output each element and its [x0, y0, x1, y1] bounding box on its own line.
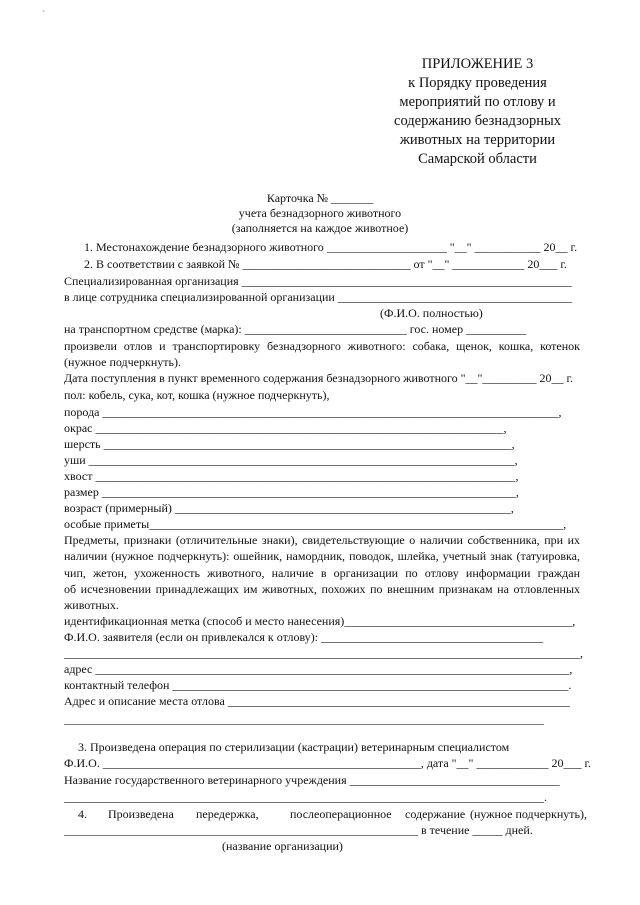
field-phone: контактный телефон __________________________________________________________________. [64, 678, 572, 692]
field-vehicle: на транспортном средстве (марка): ___________________________ гос. номер __________ [64, 322, 527, 336]
field-vet-institution: Название государственного ветеринарного учреждения ___________________________________ [64, 773, 560, 787]
text-items-3: чип, жетон, ухоженность животного, наличие в организации по отлову информации граждан [64, 566, 580, 580]
field-age: возраст (примерный) ________________________________________________________, [64, 501, 514, 515]
corner-mark: ` [42, 10, 46, 21]
field-applicant-cont: ______________________________________________________________________________________, [64, 646, 583, 660]
field-fur: шерсть ____________________________________________________________________, [64, 437, 515, 451]
appendix-line: содержанию безнадзорных [394, 113, 561, 129]
field-size: размер _____________________________________________________________________, [64, 485, 519, 499]
text-capture: произвели отлов и транспортировку безнадзорного животного: собака, щенок, кошка, котенок [64, 339, 580, 353]
field-organization: Специализированная организация _______________________________________________________ [64, 274, 572, 288]
appendix-header [370, 55, 585, 169]
card-header [150, 191, 490, 236]
field-capture-place: Адрес и описание места отлова _________________________________________________________ [64, 694, 570, 708]
field-sterilization: 3. Произведена операция по стерилизации (кастрации) ветеринарным специалистом [78, 740, 510, 754]
item-4-word-5: (нужное подчеркнуть), [470, 807, 587, 821]
caption-full-name: (Ф.И.О. полностью) [380, 306, 483, 320]
item-4-word-3: послеоперационное [290, 807, 392, 821]
appendix-line: к Порядку проведения [408, 75, 547, 91]
field-ears: уши _______________________________________________________________________, [64, 453, 518, 467]
field-color: окрас ____________________________________________________________________, [64, 421, 507, 435]
field-id-mark: идентификационная метка (способ и место нанесения)______________________________________, [64, 614, 576, 628]
field-vet-name-date: Ф.И.О. _____________________________________________________, дата "__" ____________ 20___ г. [64, 756, 592, 770]
field-applicant: Ф.И.О. заявителя (если он привлекался к отлову): _____________________________________ [64, 630, 544, 644]
item-4-number: 4. [78, 807, 87, 821]
text-items-4: об исчезновении принадлежащих им животных, похожих по внешним признакам на отловленных [64, 582, 580, 596]
item-4-word-1: Произведена [108, 807, 174, 821]
text-items-2: наличии (нужное подчеркнуть): ошейник, намордник, поводок, шлейка, учетный знак (татуировка, [64, 549, 580, 563]
field-request: 2. В соответствии с заявкой № ____________________________ от "__" ____________ 20___ г. [84, 257, 567, 271]
item-4-word-4: содержание [405, 807, 466, 821]
card-subtitle: учета безнадзорного животного [238, 206, 402, 220]
field-breed: порода ____________________________________________________________________________, [64, 405, 562, 419]
card-note: (заполняется на каждое животное) [231, 221, 409, 235]
field-capture-place-cont: ________________________________________________________________________________ [64, 712, 544, 726]
appendix-line: мероприятий по отлову и [399, 94, 556, 110]
field-sex: пол: кобель, сука, кот, кошка (нужное подчеркнуть), [64, 388, 330, 402]
card-title: Карточка № _______ [266, 191, 374, 205]
field-foster-org: ___________________________________________________________ в течение _____ дней. [64, 823, 533, 837]
field-address: адрес _______________________________________________________________________________, [64, 662, 573, 676]
field-vet-institution-cont: ________________________________________________________________________________. [64, 790, 547, 804]
caption-org-name: (название организации) [222, 839, 343, 853]
text-items-1: Предметы, признаки (отличительные знаки), свидетельствующие о наличии собственника, при их [64, 533, 580, 547]
field-arrival-date: Дата поступления в пункт временного содержания безнадзорного животного "__"_________ 20__ г. [64, 371, 574, 385]
item-4-word-2: передержка, [196, 807, 259, 821]
appendix-line: Самарской области [418, 151, 537, 167]
field-tail: хвост ______________________________________________________________________, [64, 469, 519, 483]
appendix-line: ПРИЛОЖЕНИЕ 3 [421, 56, 534, 72]
text-underline-note: (нужное подчеркнуть). [64, 355, 181, 369]
field-employee: в лице сотрудника специализированной организации _______________________________________ [64, 290, 572, 304]
field-marks: особые приметы_____________________________________________________________________, [64, 517, 567, 531]
text-items-5: животных. [64, 598, 119, 612]
field-location: 1. Местонахождение безнадзорного животного ____________________ "__" ___________ 20__ г. [84, 240, 578, 254]
appendix-line: животных на территории [399, 132, 556, 148]
